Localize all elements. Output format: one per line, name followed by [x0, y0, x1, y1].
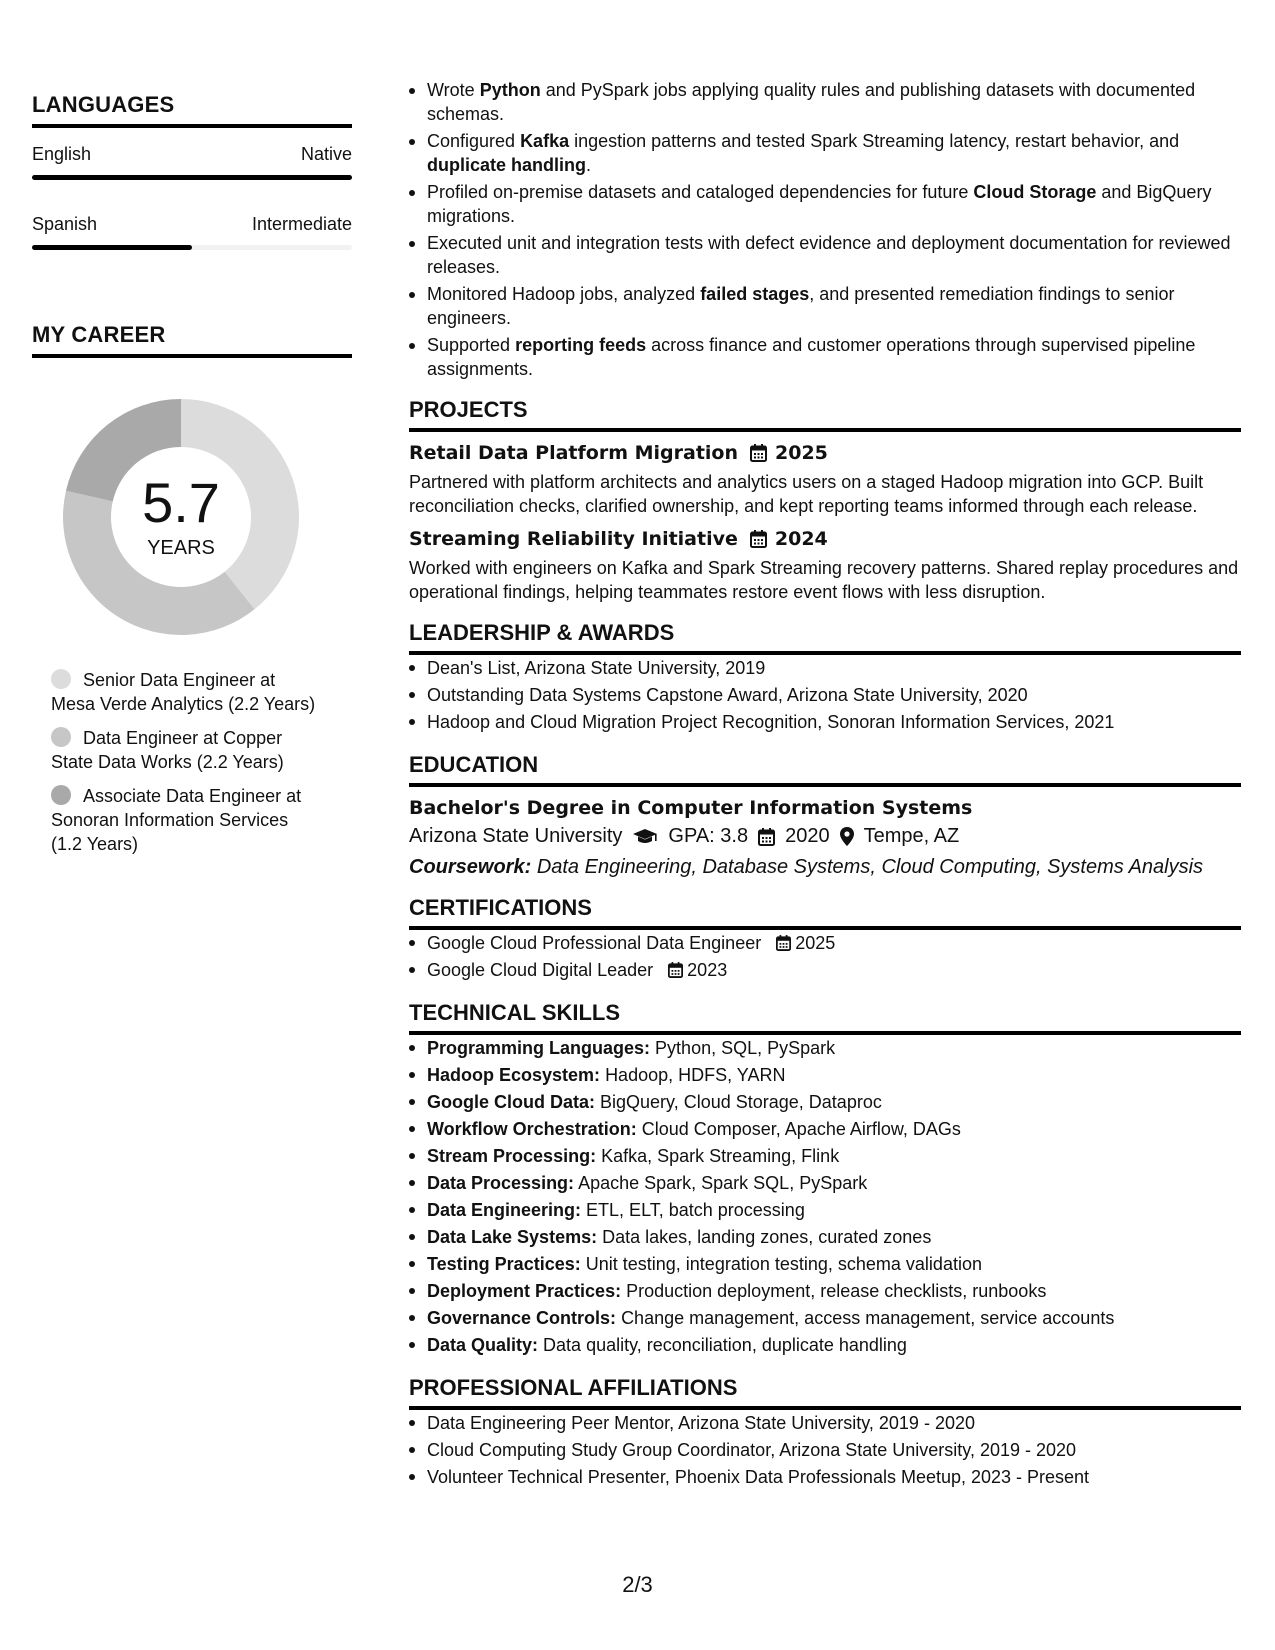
- education-details: [409, 825, 1241, 848]
- legend-item: [51, 668, 323, 716]
- skill-item: Data Lake Systems: Data lakes, landing zones, curated zones: [427, 1224, 1241, 1251]
- leadership-item: Outstanding Data Systems Capstone Award, Arizona State University, 2020: [427, 682, 1241, 709]
- calendar-icon: [776, 935, 791, 951]
- legend-label: Senior Data Engineer at Mesa Verde Analytics (2.2 Years): [51, 670, 316, 714]
- education-location: Tempe, AZ: [863, 825, 960, 847]
- project-description: Partnered with platform architects and analytics users on a staged Hadoop migration into GCP. Built reconciliation checks, clarified ownership, and kept reporting teams informed through each release.: [409, 472, 1204, 516]
- graduation-cap-icon: [632, 828, 658, 846]
- skill-item: Programming Languages: Python, SQL, PySpark: [427, 1035, 1241, 1062]
- experience-bullet: Wrote Python and PySpark jobs applying quality rules and publishing datasets with documented schemas.: [427, 78, 1241, 126]
- experience-bullet: Supported reporting feeds across finance and customer operations through supervised pipeline assignments.: [427, 333, 1241, 381]
- language-level-fill: [32, 175, 352, 180]
- affiliations-list: [409, 1410, 1241, 1491]
- skill-item: Governance Controls: Change management, access management, service accounts: [427, 1305, 1241, 1332]
- certification-item: Google Cloud Professional Data Engineer 2025: [427, 930, 1241, 957]
- career-title: MY CAREER: [32, 322, 352, 358]
- project-description: Worked with engineers on Kafka and Spark Streaming recovery patterns. Shared replay procedures and operational findings, helping teammates restore event flows with less disruption.: [409, 558, 1239, 602]
- education-title: EDUCATION: [409, 752, 1241, 787]
- language-level-fill: [32, 245, 192, 250]
- leadership-list: [409, 655, 1241, 736]
- project-name: Streaming Reliability Initiative: [409, 528, 738, 550]
- skill-item: Hadoop Ecosystem: Hadoop, HDFS, YARN: [427, 1062, 1241, 1089]
- language-level: Native: [300, 144, 352, 164]
- skill-item: Testing Practices: Unit testing, integration testing, schema validation: [427, 1251, 1241, 1278]
- language-name: English: [32, 144, 92, 164]
- certification-year: 2023: [687, 960, 728, 980]
- calendar-icon: [750, 530, 767, 548]
- legend-dot: [51, 669, 71, 689]
- language-level: Intermediate: [251, 214, 352, 234]
- project-year: 2025: [775, 442, 828, 464]
- experience-bullet: Profiled on-premise datasets and cataloged dependencies for future Cloud Storage and BigQuery migrations.: [427, 180, 1241, 228]
- experience-bullet: Monitored Hadoop jobs, analyzed failed stages, and presented remediation findings to senior engineers.: [427, 282, 1241, 330]
- affiliation-item: Data Engineering Peer Mentor, Arizona State University, 2019 - 2020: [427, 1410, 1241, 1437]
- legend-item: [51, 784, 323, 856]
- coursework-list: Data Engineering, Database Systems, Cloud Computing, Systems Analysis: [536, 856, 1204, 878]
- skills-list: [409, 1035, 1241, 1359]
- calendar-icon: [750, 444, 767, 462]
- legend-dot: [51, 785, 71, 805]
- legend-dot: [51, 727, 71, 747]
- language-item: [32, 144, 352, 180]
- career-total-unit: YEARS: [147, 536, 215, 559]
- calendar-icon: [668, 962, 683, 978]
- degree-name: Bachelor's Degree in Computer Information Systems: [409, 797, 973, 819]
- project-name: Retail Data Platform Migration: [409, 442, 739, 464]
- project-item: [409, 442, 1241, 518]
- skills-title: TECHNICAL SKILLS: [409, 1000, 1241, 1035]
- affiliation-item: Volunteer Technical Presenter, Phoenix Data Professionals Meetup, 2023 - Present: [427, 1464, 1241, 1491]
- affiliations-title: PROFESSIONAL AFFILIATIONS: [409, 1375, 1241, 1410]
- experience-bullet: Executed unit and integration tests with defect evidence and deployment documentation for reviewed releases.: [427, 231, 1241, 279]
- certifications-list: [409, 930, 1241, 984]
- skill-item: Data Engineering: ETL, ELT, batch processing: [427, 1197, 1241, 1224]
- language-item: [32, 214, 352, 250]
- career-legend: [51, 668, 323, 856]
- languages-title: LANGUAGES: [32, 92, 352, 128]
- language-level-bar: [32, 245, 352, 250]
- skill-item: Workflow Orchestration: Cloud Composer, Apache Airflow, DAGs: [427, 1116, 1241, 1143]
- coursework: [409, 856, 1241, 879]
- leadership-title: LEADERSHIP & AWARDS: [409, 620, 1241, 655]
- affiliation-item: Cloud Computing Study Group Coordinator, Arizona State University, 2019 - 2020: [427, 1437, 1241, 1464]
- certifications-title: CERTIFICATIONS: [409, 895, 1241, 930]
- gpa: GPA: 3.8: [668, 825, 749, 847]
- location-pin-icon: [840, 827, 854, 846]
- page-number: 2/3: [622, 1572, 653, 1597]
- school-name: Arizona State University: [409, 825, 623, 847]
- language-level-bar: [32, 175, 352, 180]
- language-name: Spanish: [32, 214, 98, 234]
- calendar-icon: [758, 828, 775, 846]
- projects-title: PROJECTS: [409, 397, 1241, 432]
- skill-item: Data Quality: Data quality, reconciliation, duplicate handling: [427, 1332, 1241, 1359]
- graduation-year: 2020: [785, 825, 830, 847]
- experience-bullets: [409, 78, 1241, 381]
- project-item: [409, 528, 1241, 604]
- legend-label: Associate Data Engineer at Sonoran Information Services (1.2 Years): [51, 786, 302, 854]
- coursework-label: Coursework:: [409, 856, 532, 878]
- skill-item: Stream Processing: Kafka, Spark Streaming, Flink: [427, 1143, 1241, 1170]
- project-year: 2024: [774, 528, 828, 550]
- career-section: [32, 322, 352, 856]
- leadership-item: Hadoop and Cloud Migration Project Recognition, Sonoran Information Services, 2021: [427, 709, 1241, 736]
- skill-item: Data Processing: Apache Spark, Spark SQL, PySpark: [427, 1170, 1241, 1197]
- certification-year: 2025: [795, 933, 836, 953]
- career-donut-chart: [56, 392, 306, 642]
- skill-item: Deployment Practices: Production deployment, release checklists, runbooks: [427, 1278, 1241, 1305]
- left-column: [32, 92, 352, 866]
- skill-item: Google Cloud Data: BigQuery, Cloud Storage, Dataproc: [427, 1089, 1241, 1116]
- legend-label: Data Engineer at Copper State Data Works (2.2 Years): [51, 728, 284, 772]
- career-total-years: 5.7: [142, 470, 220, 534]
- leadership-item: Dean's List, Arizona State University, 2019: [427, 655, 1241, 682]
- certification-item: Google Cloud Digital Leader 2023: [427, 957, 1241, 984]
- legend-item: [51, 726, 323, 774]
- right-column: [409, 78, 1241, 1491]
- experience-bullet: Configured Kafka ingestion patterns and tested Spark Streaming latency, restart behavior, and duplicate handling.: [427, 129, 1241, 177]
